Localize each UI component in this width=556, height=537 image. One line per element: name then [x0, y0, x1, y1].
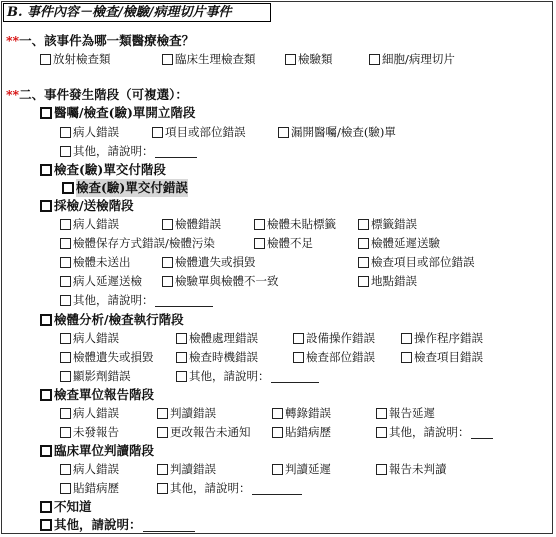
checkbox[interactable]	[60, 276, 71, 287]
stage-collection[interactable]: 採檢/送檢階段	[40, 197, 134, 215]
checkbox[interactable]	[40, 389, 52, 401]
checkbox[interactable]	[157, 427, 168, 438]
question-1-label: 一、該事件為哪一類醫療檢查？	[19, 33, 195, 48]
checkbox[interactable]	[358, 257, 369, 268]
checkbox[interactable]	[162, 54, 173, 65]
checkbox[interactable]	[60, 257, 71, 268]
stage-collection-row-3	[0, 253, 556, 271]
checkbox[interactable]	[293, 352, 304, 363]
checkbox[interactable]	[60, 408, 71, 419]
stage-report[interactable]: 檢查單位報告階段	[40, 386, 154, 404]
checkbox[interactable]	[62, 182, 74, 194]
checkbox[interactable]	[157, 483, 168, 494]
checkbox[interactable]	[272, 427, 283, 438]
checkbox[interactable]	[278, 127, 289, 138]
stage-handoff[interactable]: 檢查(驗)單交付階段	[40, 161, 166, 179]
option-item[interactable]: 檢查項目或部位錯誤	[358, 253, 475, 271]
other-input[interactable]	[252, 482, 302, 495]
option-other[interactable]: 其他，請說明：	[376, 423, 493, 441]
checkbox[interactable]	[254, 219, 265, 230]
stage-collection-row-4	[0, 272, 556, 290]
option-item[interactable]: 設備操作錯誤	[293, 329, 375, 347]
option-item[interactable]: 漏開醫囑/檢查(驗)單	[278, 123, 396, 141]
option-pathology[interactable]: 細胞/病理切片	[369, 50, 455, 68]
stage-unknown-row	[0, 498, 556, 516]
option-item[interactable]: 判讀延遲	[272, 460, 331, 478]
checkbox[interactable]	[157, 464, 168, 475]
checkbox[interactable]	[162, 276, 173, 287]
checkbox[interactable]	[60, 219, 71, 230]
checkbox[interactable]	[60, 352, 71, 363]
option-item[interactable]: 轉錄錯誤	[272, 404, 331, 422]
stage-other[interactable]: 其他，請說明：	[40, 516, 195, 534]
checkbox[interactable]	[376, 464, 387, 475]
option-item[interactable]: 未發報告	[60, 423, 119, 441]
checkbox[interactable]	[401, 352, 412, 363]
stage-interpret-row-2	[0, 479, 556, 497]
checkbox[interactable]	[60, 464, 71, 475]
stage-order-row-2	[0, 142, 556, 160]
checkbox[interactable]	[40, 519, 52, 531]
section-title: B. 事件內容－檢查/檢驗/病理切片事件	[3, 3, 271, 22]
stage-order-row-1	[0, 123, 556, 141]
checkbox[interactable]	[40, 107, 52, 119]
stage-analysis-header	[0, 311, 556, 329]
option-item[interactable]: 標籤錯誤	[358, 215, 417, 233]
option-item[interactable]: 病人延遲送檢	[60, 272, 142, 290]
option-item[interactable]: 檢體處理錯誤	[176, 329, 258, 347]
stage-handoff-header	[0, 161, 556, 179]
checkbox[interactable]	[369, 54, 380, 65]
required-marker: **	[6, 33, 20, 48]
option-other[interactable]: 其他，請說明：	[60, 291, 213, 309]
checkbox[interactable]	[176, 352, 187, 363]
stage-report-row-2	[0, 423, 556, 441]
checkbox[interactable]	[176, 371, 187, 382]
checkbox[interactable]	[152, 127, 163, 138]
option-item[interactable]: 檢體延遲送驗	[358, 234, 440, 252]
option-item[interactable]: 病人錯誤	[60, 404, 119, 422]
checkbox[interactable]	[60, 483, 71, 494]
stage-collection-row-1	[0, 215, 556, 233]
other-input[interactable]	[155, 294, 213, 307]
other-input[interactable]	[143, 519, 195, 532]
checkbox[interactable]	[40, 54, 51, 65]
checkbox[interactable]	[376, 408, 387, 419]
checkbox[interactable]	[60, 427, 71, 438]
checkbox[interactable]	[272, 464, 283, 475]
option-item[interactable]: 判讀錯誤	[157, 404, 216, 422]
checkbox[interactable]	[254, 238, 265, 249]
option-radiology[interactable]: 放射檢查類	[40, 50, 111, 68]
question-2-label: 二、事件發生階段（可複選）：	[19, 87, 188, 102]
option-item[interactable]: 檢查項目錯誤	[401, 348, 483, 366]
option-item[interactable]: 報告未判讀	[376, 460, 447, 478]
checkbox[interactable]	[285, 54, 296, 65]
option-item[interactable]: 檢查時機錯誤	[176, 348, 258, 366]
stage-interpret-row-1	[0, 460, 556, 478]
question-2	[6, 87, 188, 103]
option-item[interactable]: 檢體保存方式錯誤/檢體污染	[60, 234, 215, 252]
option-item[interactable]: 檢驗單與檢體不一致	[162, 272, 279, 290]
checkbox[interactable]	[272, 408, 283, 419]
stage-interpret-header	[0, 442, 556, 460]
option-item[interactable]: 病人錯誤	[60, 460, 119, 478]
option-clinical-physiology[interactable]: 臨床生理檢查類	[162, 50, 256, 68]
option-item[interactable]: 檢查(驗)單交付錯誤	[62, 179, 188, 197]
checkbox[interactable]	[60, 238, 71, 249]
other-input[interactable]	[271, 370, 319, 383]
other-input[interactable]	[471, 426, 493, 439]
checkbox[interactable]	[60, 127, 71, 138]
checkbox[interactable]	[358, 238, 369, 249]
option-item[interactable]: 檢體不足	[254, 234, 313, 252]
stage-unknown[interactable]: 不知道	[40, 498, 92, 516]
stage-collection-header	[0, 197, 556, 215]
stage-analysis-row-3	[0, 367, 556, 385]
option-item[interactable]: 檢體錯誤	[162, 215, 221, 233]
stage-report-header	[0, 386, 556, 404]
option-item[interactable]: 操作程序錯誤	[401, 329, 483, 347]
other-input[interactable]	[155, 145, 197, 158]
checkbox[interactable]	[157, 408, 168, 419]
question-1	[6, 33, 194, 49]
checkbox[interactable]	[293, 333, 304, 344]
stage-order-header	[0, 104, 556, 122]
stage-collection-row-5	[0, 291, 556, 309]
option-item[interactable]: 項目或部位錯誤	[152, 123, 246, 141]
checkbox[interactable]	[40, 200, 52, 212]
option-item[interactable]: 檢體未送出	[60, 253, 131, 271]
checkbox[interactable]	[162, 219, 173, 230]
option-item[interactable]: 病人錯誤	[60, 215, 119, 233]
option-item[interactable]: 檢體遺失或損毀	[60, 348, 154, 366]
checkbox[interactable]	[40, 445, 52, 457]
checkbox[interactable]	[40, 501, 52, 513]
option-item[interactable]: 判讀錯誤	[157, 460, 216, 478]
option-other[interactable]: 其他，請說明：	[60, 142, 197, 160]
checkbox[interactable]	[40, 164, 52, 176]
stage-analysis[interactable]: 檢體分析/檢查執行階段	[40, 311, 184, 329]
stage-analysis-row-1	[0, 329, 556, 347]
option-item[interactable]: 檢體遺失或損毀	[162, 253, 256, 271]
stage-other-row	[0, 516, 556, 534]
option-item[interactable]: 檢查部位錯誤	[293, 348, 375, 366]
checkbox[interactable]	[60, 295, 71, 306]
option-other[interactable]: 其他，請說明：	[157, 479, 302, 497]
checkbox[interactable]	[162, 257, 173, 268]
option-item[interactable]: 貼錯病歷	[272, 423, 331, 441]
option-item[interactable]: 地點錯誤	[358, 272, 417, 290]
option-item[interactable]: 病人錯誤	[60, 329, 119, 347]
option-item[interactable]: 更改報告未通知	[157, 423, 251, 441]
checkbox[interactable]	[60, 371, 71, 382]
option-item[interactable]: 顯影劑錯誤	[60, 367, 131, 385]
checkbox[interactable]	[60, 146, 71, 157]
option-item[interactable]: 貼錯病歷	[60, 479, 119, 497]
option-lab[interactable]: 檢驗類	[285, 50, 333, 68]
checkbox[interactable]	[40, 314, 52, 326]
checkbox[interactable]	[176, 333, 187, 344]
checkbox[interactable]	[376, 427, 387, 438]
stage-order[interactable]: 醫囑/檢查(驗)單開立階段	[40, 104, 195, 122]
checkbox[interactable]	[401, 333, 412, 344]
checkbox[interactable]	[60, 333, 71, 344]
question-1-options	[0, 50, 556, 68]
stage-interpret[interactable]: 臨床單位判讀階段	[40, 442, 154, 460]
required-marker: **	[6, 87, 20, 102]
option-item[interactable]: 報告延遲	[376, 404, 435, 422]
option-item[interactable]: 病人錯誤	[60, 123, 119, 141]
checkbox[interactable]	[358, 219, 369, 230]
stage-analysis-row-2	[0, 348, 556, 366]
option-other[interactable]: 其他，請說明：	[176, 367, 319, 385]
checkbox[interactable]	[358, 276, 369, 287]
stage-handoff-row-1	[0, 179, 556, 197]
option-item[interactable]: 檢體未貼標籤	[254, 215, 336, 233]
stage-collection-row-2	[0, 234, 556, 252]
stage-report-row-1	[0, 404, 556, 422]
